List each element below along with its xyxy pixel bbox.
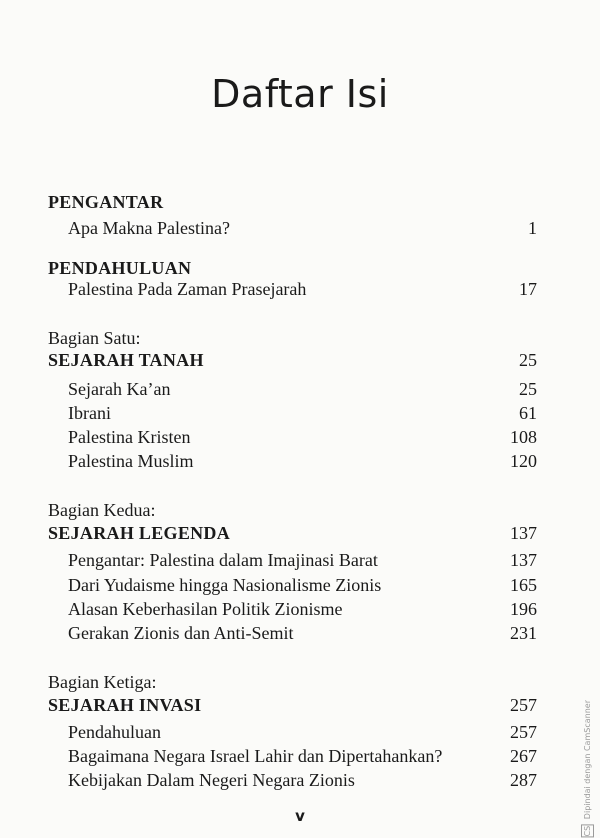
toc-entry-label: Dari Yudaisme hingga Nasionalisme Zionis [68,575,382,595]
toc-entry-item [0,449,600,473]
toc-entry-head [0,190,600,214]
toc-entry-label: Apa Makna Palestina? [68,218,230,238]
toc-entry-item [0,597,600,621]
toc-entry-label: Palestina Kristen [68,427,191,447]
toc-entry-label: Palestina Muslim [68,451,194,471]
toc-entry-label: Pendahuluan [68,722,161,742]
toc-entry-head [0,521,600,545]
toc-entry-label: Bagian Kedua: [48,500,156,520]
toc-entry-page: 196 [510,599,537,619]
toc-entry-label: Palestina Pada Zaman Prasejarah [68,279,307,299]
toc-entry-item [0,216,600,240]
toc-entry-label: Alasan Keberhasilan Politik Zionisme [68,599,343,619]
scanner-text: Dipindai dengan CamScanner [583,700,592,820]
toc-entry-label: SEJARAH LEGENDA [48,523,231,543]
toc-entry-page: 137 [510,523,537,543]
toc-entry-item [0,277,600,301]
toc-entry-label: SEJARAH INVASI [48,695,202,715]
toc-entry-item [0,401,600,425]
toc-entry-head [0,693,600,717]
toc-entry-page: 287 [510,770,537,790]
toc-entry-item [0,744,600,768]
toc-entry-page: 61 [519,403,537,423]
page-number-footer: v [295,807,305,825]
toc-entry-page: 25 [519,350,537,370]
toc-entry-item [0,425,600,449]
toc-entry-item [0,720,600,744]
toc-entry-label: PENGANTAR [48,192,164,212]
camscanner-logo-icon: CS [583,825,592,837]
toc-entry-item [0,768,600,792]
toc-entry-label: Kebijakan Dalam Negeri Negara Zionis [68,770,355,790]
toc-entry-page: 267 [510,746,537,766]
toc-entry-part [0,498,600,522]
toc-entry-page: 108 [510,427,537,447]
toc-entry-page: 165 [510,575,537,595]
toc-entry-part [0,326,600,350]
toc-entry-page: 17 [519,279,537,299]
toc-entry-part [0,670,600,694]
toc-entry-page: 257 [510,722,537,742]
toc-entry-label: Ibrani [68,403,111,423]
toc-entry-page: 25 [519,379,537,399]
toc-entry-label: Bagian Ketiga: [48,672,157,692]
toc-entry-item [0,377,600,401]
toc-entry-page: 1 [528,218,537,238]
scanner-watermark [581,700,594,837]
toc-entry-head [0,348,600,372]
toc-entry-page: 137 [510,550,537,570]
toc-entry-label: Bagaimana Negara Israel Lahir dan Dipertahankan? [68,746,443,766]
page-title: Daftar Isi [211,72,389,116]
toc-entry-page: 120 [510,451,537,471]
toc-entry-item [0,621,600,645]
toc-entry-label: SEJARAH TANAH [48,350,204,370]
toc-entry-label: Gerakan Zionis dan Anti-Semit [68,623,294,643]
toc-entry-item [0,573,600,597]
toc-entry-label: Pengantar: Palestina dalam Imajinasi Barat [68,550,378,570]
toc-entry-page: 231 [510,623,537,643]
toc-entry-page: 257 [510,695,537,715]
toc-entry-item [0,548,600,572]
toc-entry-label: Sejarah Ka’an [68,379,171,399]
toc-entry-label: PENDAHULUAN [48,258,192,278]
toc-entry-label: Bagian Satu: [48,328,141,348]
